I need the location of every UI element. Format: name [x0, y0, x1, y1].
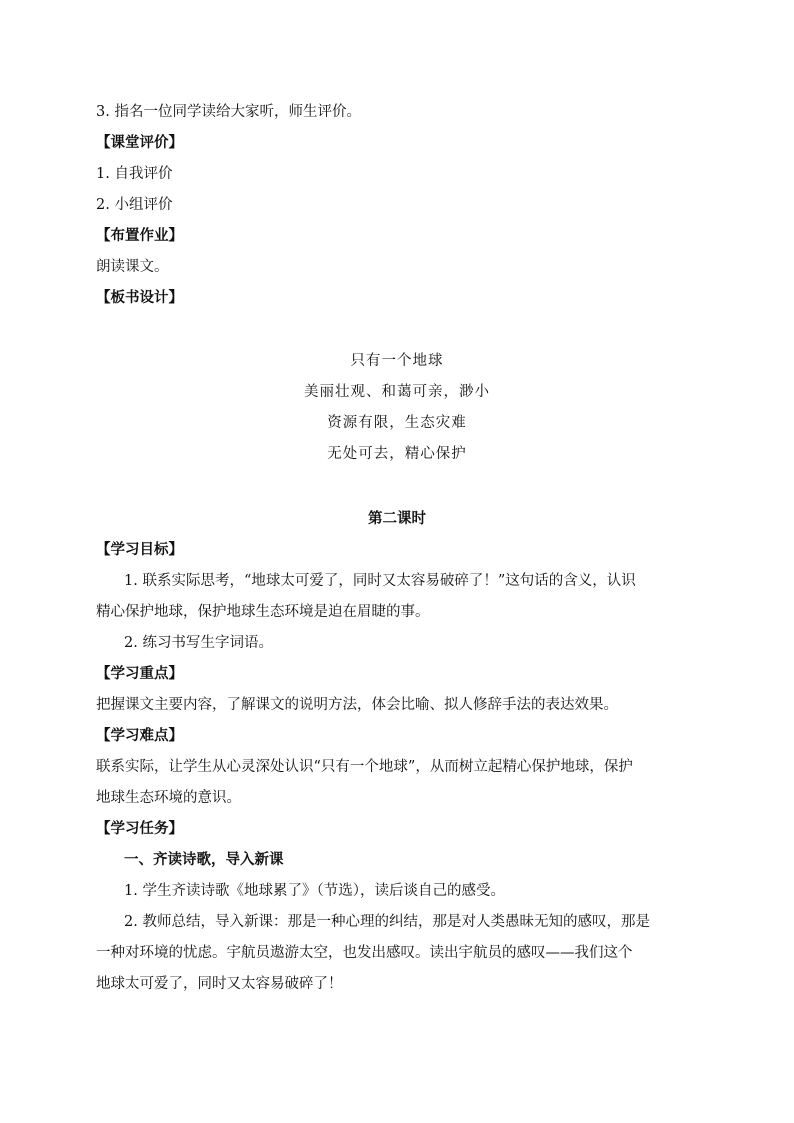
key-points-text: 把握课文主要内容，了解课文的说明方法，体会比喻、拟人修辞手法的表达效果。: [96, 697, 618, 713]
review-item-3: 3. 指名一位同学读给大家听，师生评价。: [96, 104, 361, 120]
difficulty-line-2: 地球生态环境的意识。: [96, 790, 241, 806]
task-1-item-1: 1. 学生齐读诗歌《地球累了》（节选），读后谈自己的感受。: [124, 883, 505, 899]
section-heading-class-evaluation: 【课堂评价】: [96, 134, 183, 151]
difficulty-line-1: 联系实际，让学生从心灵深处认识“只有一个地球”，从而树立起精心保护地球，保护: [96, 759, 633, 775]
evaluation-item: 1. 自我评价: [96, 166, 173, 182]
task-1-item-2-line-1: 2. 教师总结，导入新课：那是一种心理的纠结，那是对人类愚昧无知的感叹，那是: [124, 914, 650, 930]
homework-text: 朗读课文。: [96, 259, 169, 275]
section-heading-learning-tasks: 【学习任务】: [96, 820, 183, 837]
board-line: 无处可去，精心保护: [327, 446, 467, 462]
goal-1-line-1: 1. 联系实际思考，“地球太可爱了，同时又太容易破碎了！”这句话的含义，认识: [124, 573, 636, 589]
task-1-heading: 一、齐读诗歌，导入新课: [124, 851, 284, 868]
board-line: 资源有限，生态灾难: [327, 415, 467, 431]
board-line: 美丽壮观、和蔼可亲，渺小: [304, 384, 490, 400]
section-heading-homework: 【布置作业】: [96, 227, 183, 244]
goal-2: 2. 练习书写生字词语。: [124, 635, 273, 651]
section-heading-key-points: 【学习重点】: [96, 665, 183, 682]
goal-1-line-2: 精心保护地球，保护地球生态环境是迫在眉睫的事。: [96, 604, 430, 620]
task-1-item-2-line-2: 一种对环境的忧虑。宇航员遨游太空，也发出感叹。读出宇航员的感叹——我们这个: [96, 945, 633, 961]
evaluation-item: 2. 小组评价: [96, 197, 173, 213]
board-line: 只有一个地球: [350, 353, 444, 369]
section-heading-board-design: 【板书设计】: [96, 289, 183, 306]
section-heading-learning-goals: 【学习目标】: [96, 541, 183, 558]
section-heading-difficulties: 【学习难点】: [96, 727, 183, 744]
lesson-title: 第二课时: [368, 510, 426, 527]
task-1-item-2-line-3: 地球太可爱了，同时又太容易破碎了！: [96, 976, 343, 992]
